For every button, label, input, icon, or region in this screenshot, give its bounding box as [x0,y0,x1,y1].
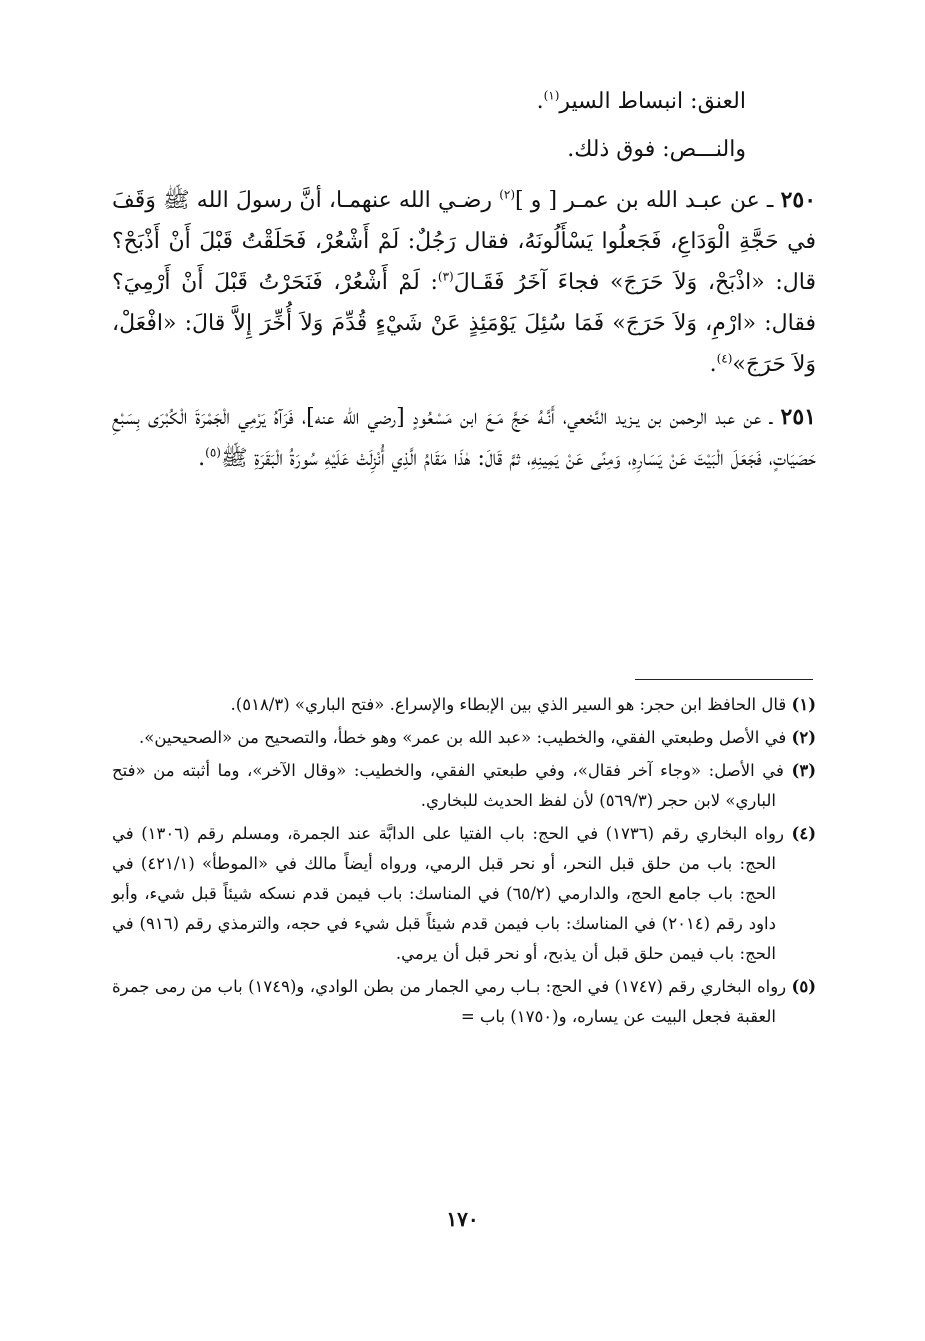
definition-line [112,132,816,168]
footnote-number: (٥) [791,977,817,996]
footnote-text: قال الحافظ ابن حجر: هو السير الذي بين الإبطاء والإسراع. «فتح الباري» (٥١٨/٣). [230,695,787,714]
hadith-text: ـ عن عبد الرحمن بن يـزيد النَّخعي، أَنَّـهُ حَجَّ مَـعَ ابن مَسْعُودٍ [رضي الله عنه]، فَرَآهُ يَرْمِي الْجَمْرَةَ الْكُبْرَى بِسَبْعِ حَصَيَاتٍ، فَجَعَلَ الْبَيْتَ عَنْ يَسَارِهِ، وَمِنًى عَنْ يَمِينِهِ، ثمَّ قَالَ: هٰذَا مَقَامُ الَّذِي أُنْزِلَتْ عَلَيْهِ سُورَةُ الْبَقَرَةِ ﷺ [112,405,816,471]
footnote-number: (١) [791,695,816,714]
footnotes [112,688,816,1035]
definition-end: . [567,137,575,162]
footnote-ref: (١) [543,88,560,103]
footnote-item [112,723,816,753]
hadith-text: : لَمْ أَشْعُرْ، فَنَحَرْتُ قَبْلَ أَنْ أَرْمِيَ؟ فقال: «ارْمِ، وَلاَ حَرَجَ» فَمَا سُئِلَ يَوْمَئِذٍ عَنْ شَيْءٍ قُدِّمَ وَلاَ أُخِّرَ إِلاَّ قالَ: «افْعَلْ، وَلاَ حَرَجَ» [112,270,816,377]
footnote-text: رواه البخاري رقم (١٧٤٧) في الحج: بـاب رمي الجمار من بطن الوادي، و(١٧٤٩) باب من رمى جمرة العقبة فجعل البيت عن يساره، و(١٧٥٠) باب = [112,977,787,1026]
footnote-text: رواه البخاري رقم (١٧٣٦) في الحج: باب الفتيا على الدابَّة عند الجمرة، ومسلم رقم (١٣٠٦) في الحج: باب من حلق قبل النحر، أو نحر قبل الرمي، ورواه أيضاً مالك في «الموطأ» (٤٢١/١) في الحج: باب جامع الحج، والدارمي (٦٥/٢) في المناسك: باب فيمن قدم نسكه شيئاً قبل شيء، وأبو داود رقم (٢٠١٤) في المناسك: باب فيمن قدم شيئاً قبل شيء في حجه، والترمذي رقم (٩١٦) في الحج: باب فيمن حلق قبل أن يذبح، أو نحر قبل أن يرمي. [112,824,784,963]
hadith-end: . [709,352,717,377]
footnote-number: (٢) [791,728,816,747]
footnote-item [112,972,816,1032]
footnote-item [112,819,816,969]
footnote-ref: (٥) [205,445,221,460]
hadith-paragraph [112,180,816,385]
hadith-number: ٢٥١ [780,404,816,430]
hadith-text: ـ عن عبـد الله بن عمـر [ و ] [515,188,774,213]
footnote-text: في الأصل: «وجاء آخر فقال»، وفي طبعتي الفقي، والخطيب: «وقال الآخر»، وما أثبته من «فتح الباري» لابن حجر (٥٦٩/٣) لأن لفظ الحديث للبخاري. [112,761,784,810]
definition-text: العنق: انبساط السير [559,89,746,114]
definition-line [112,84,816,120]
definition-end: . [536,89,544,114]
footnote-ref: (٢) [499,187,516,202]
hadith-paragraph [112,397,816,479]
footnote-divider [635,679,813,680]
main-text [112,84,816,489]
footnote-text: في الأصل وطبعتي الفقي، والخطيب: «عبد الله بن عمر» وهو خطأ، والتصحيح من «الصحيحين». [139,728,787,747]
footnote-number: (٤) [791,824,817,843]
hadith-end: . [198,446,206,471]
footnote-ref: (٤) [716,351,733,366]
footnote-ref: (٣) [437,269,454,284]
footnote-item [112,756,816,816]
definition-text: والنـــص: فوق ذلك [574,137,746,162]
footnote-number: (٣) [791,761,816,780]
hadith-number: ٢٥٠ [780,187,817,213]
page-number: ١٧٠ [446,1207,479,1231]
footnote-item [112,690,816,720]
hadith-text: رضـي الله عنهمـا، أنَّ رسولَ الله ﷺ وَقَفَ في حَجَّةِ الْوَدَاعِ، فَجَعلُوا يَسْأَلُونَهُ، فقال رَجُلٌ: لَمْ أَشْعُرْ، فَحَلَقْتُ قَبْلَ أَنْ أَذْبَحْ؟ قال: «اذْبَحْ، وَلاَ حَرَجَ» فجاءَ آخَرُ فَقَـالَ [112,188,816,295]
